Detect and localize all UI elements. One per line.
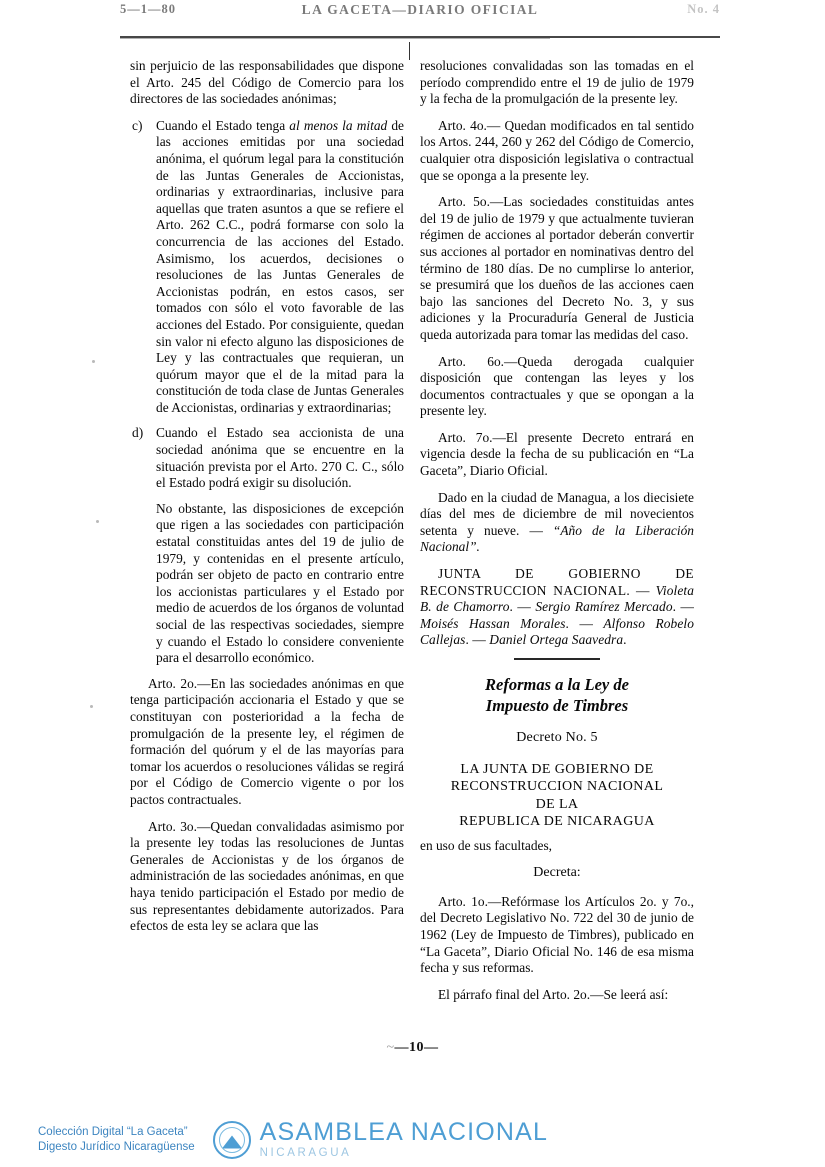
decree-final-paragraph-note: El párrafo final del Arto. 2o.—Se leerá así: (438, 986, 669, 1002)
dated-clause (420, 490, 694, 556)
scan-speckle (90, 705, 93, 708)
authority-line-4: REPUBLICA DE NICARAGUA (459, 814, 655, 830)
assembly-logo-text (260, 1119, 549, 1160)
article-4: Arto. 4o.— Quedan modificados en tal sentido los Artos. 244, 260 y 262 del Código de Comercio, cualquier otra disposición legislativa o contractual que se oponga a la presente ley. (420, 117, 694, 183)
collection-credit-line-1: Colección Digital “La Gaceta” (38, 1126, 188, 1138)
signatory-name-1: Violeta B. de Chamorro (420, 582, 694, 615)
assembly-country: NICARAGUA (259, 1147, 352, 1159)
signatory-name-4: Alfonso Robelo Callejas (420, 615, 694, 648)
authority-line-1: LA JUNTA DE GOBIERNO DE (460, 761, 654, 777)
section-divider-rule (514, 658, 600, 660)
running-head (120, 2, 720, 36)
item-c-emphasis: al menos la mitad (289, 117, 388, 133)
article-3: Arto. 3o.—Quedan convalidadas asimismo por la presente ley todas las resoluciones de Juntas Generales de Accionistas y de los órganos de administración de las sociedades anónimas, en que haya tenido participación el Estado por medio de sus representantes debidamente autorizados. Para efectos de esta ley se aclara que las (130, 818, 404, 934)
authority-line-2: RECONSTRUCCION NACIONAL (450, 779, 664, 795)
item-c-text-after: de las acciones emitidas por una sociedad anónima, el quórum legal para la constitución de las Juntas Generales de Accionistas, ordinarias y extraordinarias, inclusive para aquellas que traten asuntos a que se refiere el Arto. 262 C.C., podrá formarse con solo la concurrencia de las acciones del Estado. Asimismo, los acuerdos, decisiones o resoluciones de las Juntas Generales de Accionistas podrán, en estos casos, ser tomados con sólo el voto favorable de las acciones del Estado. Por consiguiente, quedan sin valor ni efecto alguno las disposiciones de Ley y las contractuales que requieran, un quórum mayor que el de la mitad para la constitución de toda clase de Juntas Generales de Accionistas, ordinarias y extraordinarias; (156, 117, 404, 415)
dated-clause-motto: “Año de la Liberación Nacional”. (420, 522, 694, 555)
left-column (130, 58, 404, 945)
list-item-d-body: Cuando el Estado sea accionista de una sociedad anónima que se encuentre en la situación prevista por el Arto. 270 C. C., sólo el Estado podrá exigir su disolución. (156, 425, 404, 491)
folio-ornament: ~ (386, 1040, 395, 1055)
volcano-emblem-icon (213, 1121, 251, 1159)
signature-separator: . — (509, 599, 536, 615)
assembly-logo (213, 1119, 549, 1160)
article-7: Arto. 7o.—El presente Decreto entrará en vigencia desde la fecha de su publicación en “La Gaceta”, Diario Oficial. (420, 429, 694, 479)
column-divider (409, 42, 410, 60)
assembly-name: ASAMBLEA NACIONAL (259, 1118, 549, 1146)
header-publication-title: LA GACETA—DIARIO OFICIAL (301, 2, 539, 17)
article-5: Arto. 5o.—Las sociedades constituidas antes del 19 de julio de 1979 y que actualmente tuvieran régimen de acciones al portador deberán convertir sus acciones al portador en nominativas dentro del término de 180 días. De no cumplirse lo anterior, se presumirá que los dueños de las acciones caen bajo las sanciones del Decreto No. 3, y sus adiciones y la Procuraduría General de Justicia queda autorizada para tomar las medidas del caso. (420, 194, 694, 342)
decrees-heading: Decreta: (533, 865, 581, 881)
paragraph-continued: sin perjuicio de las responsabilidades que dispone el Arto. 245 del Código de Comercio para los directores de las sociedades anónimas; (130, 58, 404, 107)
collection-credit (38, 1125, 195, 1154)
article-2: Arto. 2o.—En las sociedades anónimas en que tenga participación accionaria el Estado y que se constituyan con posterioridad a la fecha de promulgación de la presente ley, el régimen de formación del quórum y el de las mayorías para tomar los acuerdos o resoluciones válidas se regirá por el Código de Comercio vigente o por los pactos contractuales. (130, 675, 404, 807)
issuing-authority (420, 761, 694, 831)
list-item-c-body (156, 118, 404, 417)
header-date: 5—1—80 (120, 2, 176, 16)
article-6: Arto. 6o.—Queda derogada cualquier disposición que contengan las leyes y los documentos contractuales y que se opongan a la presente ley. (420, 353, 694, 419)
item-d-continuation: No obstante, las disposiciones de excepción que rigen a las sociedades con participación estatal constituidas antes del 19 de julio de 1979, y contenidas en el presente artículo, podrán ser objeto de pacto en contrario entre los accionistas particulares y el Estado por medio de acuerdos de los órganos de voluntad social de las respectivas sociedades, siempre y cuando el Estado lo considere conveniente para el desarrollo económico. (156, 500, 404, 666)
signature-separator: . — (565, 615, 604, 631)
signatories-block (420, 566, 694, 649)
list-marker-d: d) (132, 425, 144, 441)
dated-clause-text: Dado en la ciudad de Managua, a los diecisiete días del mes de diciembre de mil novecientos setenta y nueve. (420, 489, 694, 538)
authority-powers-clause: en uso de sus facultades, (420, 837, 553, 853)
signature-terminator: . (623, 632, 627, 648)
signatory-name-2: Sergio Ramírez Mercado (535, 599, 673, 615)
decree-title-line-1: Reformas a la Ley de (485, 675, 629, 694)
article-3-continued: resoluciones convalidadas son las tomadas en el período comprendido entre el 19 de julio de 1979 y la fecha de la promulgación de la presente ley. (420, 58, 694, 107)
dated-clause-dash: — (529, 522, 553, 538)
signatory-name-5: Daniel Ortega Saavedra (489, 632, 624, 648)
footer-watermark (0, 1112, 825, 1167)
decree-title-line-2: Impuesto de Timbres (485, 696, 629, 715)
decree-title (420, 674, 694, 716)
signature-separator: . — (465, 632, 490, 648)
scan-speckle (92, 360, 95, 363)
page-folio (0, 1040, 825, 1056)
header-issue-number: No. 4 (687, 2, 720, 16)
item-c-text-before: Cuando el Estado tenga (156, 117, 290, 133)
right-column (420, 58, 694, 1013)
list-item-c (130, 118, 404, 417)
authority-line-3: DE LA (535, 796, 579, 812)
signatory-body: JUNTA DE GOBIERNO DE RECONSTRUCCION NACIONAL (420, 566, 694, 598)
list-marker-c: c) (132, 117, 143, 133)
collection-credit-line-2: Digesto Jurídico Nicaragüense (38, 1140, 195, 1153)
scan-speckle (96, 520, 99, 523)
signature-separator: . — (672, 599, 694, 615)
signatory-name-3: Moisés Hassan Morales (420, 615, 566, 631)
header-rule (120, 36, 720, 38)
list-item-d (130, 425, 404, 491)
folio-number: —10— (394, 1040, 439, 1055)
decree-article-1: Arto. 1o.—Refórmase los Artículos 2o. y 7o., del Decreto Legislativo No. 722 del 30 de junio de 1962 (Ley de Impuesto de Timbres), publicado en “La Gaceta”, Diario Oficial No. 146 de esa misma fecha y sus reformas. (420, 893, 694, 976)
signature-separator: . — (626, 582, 656, 598)
decree-number: Decreto No. 5 (516, 730, 598, 745)
